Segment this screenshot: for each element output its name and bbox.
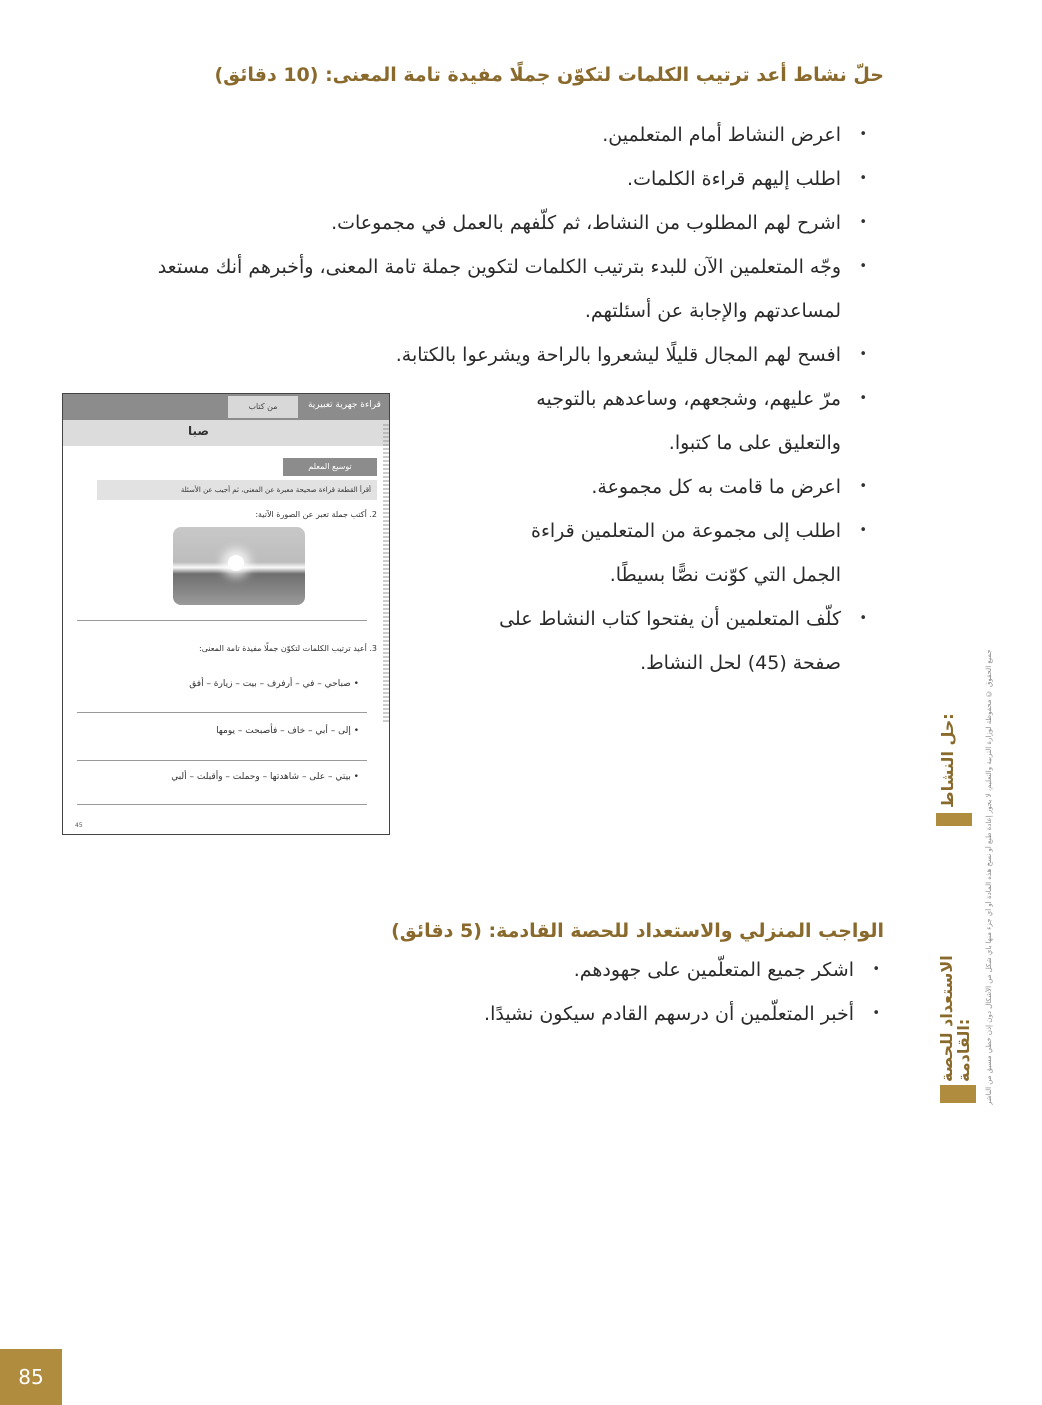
thumbnail-word-set: • إلى – أبي – خاف – فأصبحت – يومها [216,726,359,736]
answer-line [77,760,367,761]
thumbnail-subtitle: صبا [188,424,209,438]
thumbnail-word-set: • صباحي – في – أرفرف – بيت – زيارة – أفق [189,679,359,689]
thumbnail-instruction: أقرأ القطعة قراءة صحيحة معبرة عن المعنى، ثم أجيب عن الأسئلة [97,480,377,500]
page-number: 85 [0,1349,62,1405]
sun-icon [228,555,244,571]
list-item: • افسح لهم المجال قليلًا ليشعروا بالراحة ويشرعوا بالكتابة. [147,333,867,377]
answer-line [77,712,367,713]
list-item: • اطلب إلى مجموعة من المتعلمين قراءة الجمل التي كوّنت نصًّا بسيطًا. [477,509,867,597]
thumbnail-margin-text [383,424,389,724]
answer-line [77,620,367,621]
thumbnail-question-3: 3. أعيد ترتيب الكلمات لتكوّن جملًا مفيدة تامة المعنى: [199,644,377,653]
answer-line [77,804,367,805]
list-item: • اعرض النشاط أمام المتعلمين. [147,113,867,157]
side-tab-marker [936,813,972,826]
list-item: • اطلب إليهم قراءة الكلمات. [147,157,867,201]
side-tab-marker [940,1085,976,1103]
thumbnail-page-number: 45 [75,822,83,829]
thumbnail-tag: من كتاب [228,396,298,418]
list-item: • اشكر جميع المتعلّمين على جهودهم. [420,948,880,992]
list-item: • وجّه المتعلمين الآن للبدء بترتيب الكلمات لتكوين جملة تامة المعنى، وأخبرهم أنك مستعد لمساعدتهم والإجابة عن أسئلتهم. [147,245,867,333]
thumbnail-photo [173,527,305,605]
list-item: • اشرح لهم المطلوب من النشاط، ثم كلّفهم بالعمل في مجموعات. [147,201,867,245]
list-item: • مرّ عليهم، وشجعهم، وساعدهم بالتوجيه والتعليق على ما كتبوا. [477,377,867,465]
thumbnail-title: قراءة جهرية تعبيرية [307,400,381,410]
thumbnail-objective: توسيع المعلم [283,458,377,476]
side-tab-activity: حل النشاط: [938,713,957,808]
copyright-note: جميع الحقوق © محفوظة لوزارة التربية والتعليم، لا يجوز إعادة طبع أو نسخ هذه المادة أو أي جزء منها بأي شكل من الأشكال دون إذن خطي مسبق من الناشر [985,649,993,1105]
thumbnail-subtitle-band [63,420,389,446]
section-heading-activity: حلّ نشاط أعد ترتيب الكلمات لتكوّن جملًا مفيدة تامة المعنى: (10 دقائق) [214,64,884,86]
list-item: • اعرض ما قامت به كل مجموعة. [477,465,867,509]
section-heading-homework: الواجب المنزلي والاستعداد للحصة القادمة: (5 دقائق) [391,920,884,942]
thumbnail-question-2: 2. أكتب جملة تعبر عن الصورة الآتية: [255,510,377,519]
workbook-page-thumbnail [62,393,390,835]
side-tab-prep: الاستعداد للحصة القادمة: [937,955,973,1082]
list-item: • أخبر المتعلّمين أن درسهم القادم سيكون نشيدًا. [420,992,880,1036]
list-item: • كلّف المتعلمين أن يفتحوا كتاب النشاط على صفحة (45) لحل النشاط. [477,597,867,685]
homework-steps-list [420,948,880,1036]
thumbnail-word-set: • بيتي – على – شاهدتها – وحملت – وأقبلت – ألبي [171,772,359,782]
